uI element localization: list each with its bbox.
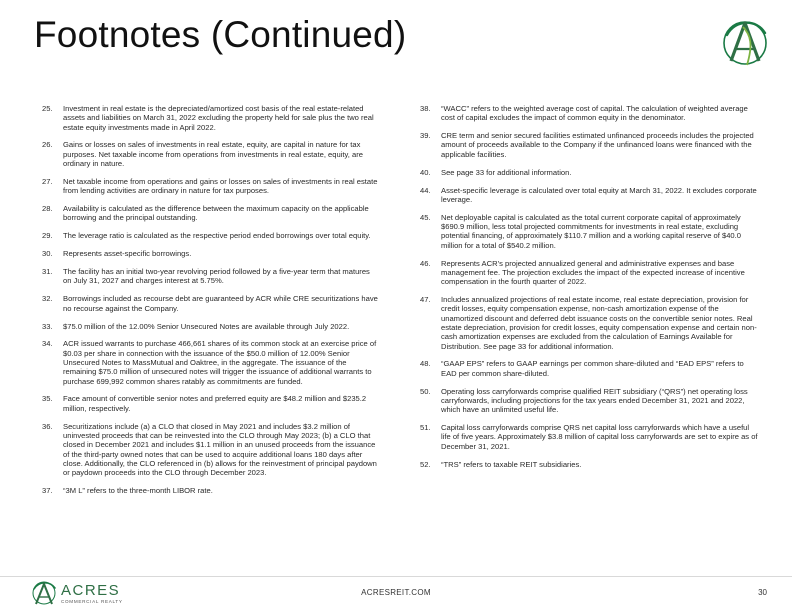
- footnote-text: Securitizations include (a) a CLO that closed in May 2021 and includes $3.2 million of uninvested proceeds that can be reinvested into the CLO through May 2023; (b) a CLO that closed in December 2021 and includes $1.1 million in an unused proceeds from the issuance of the third-party owned notes that can be used to acquire additional loans 180 days after close. Additionally, the CLO referenced in (b) allows for the reinvestment of principal paydown or paydown proceeds into the CLO through December 2023.: [63, 421, 377, 478]
- footnote-text: “WACC” refers to the weighted average cost of capital. The calculation of weighted average cost of capital excludes the impact of common equity in the denominator.: [441, 104, 748, 123]
- page-title: Footnotes (Continued): [34, 14, 407, 55]
- footnote-item: [420, 186, 760, 205]
- footer-brand-name: ACRES: [61, 582, 121, 599]
- footnotes-right-column: [420, 104, 760, 477]
- footnote-number: 52.: [420, 459, 431, 469]
- footnote-text: Gains or losses on sales of investments in real estate, equity, are capital in nature for tax purposes. Net taxable income from operations from investments in real estate, equity, are ordinary in nature.: [63, 140, 363, 169]
- footnote-number: 29.: [42, 231, 53, 241]
- footnote-text: Asset-specific leverage is calculated over total equity at March 31, 2022. It excludes corporate leverage.: [441, 185, 757, 204]
- footnote-text: Capital loss carryforwards comprise QRS net capital loss carryforwards which have a useful life of five years. Approximately $3.8 million of capital loss carryforwards are set to expire as of December 31, 2021.: [441, 423, 758, 451]
- footnote-number: 46.: [420, 258, 431, 268]
- footnote-number: 31.: [42, 267, 53, 277]
- footnote-item: [420, 168, 760, 177]
- footnote-text: “TRS” refers to taxable REIT subsidiaries.: [441, 459, 582, 469]
- footnote-number: 50.: [420, 386, 431, 396]
- footnote-item: [42, 322, 380, 331]
- footnote-text: $75.0 million of the 12.00% Senior Unsecured Notes are available through July 2022.: [63, 321, 350, 331]
- footnote-text: The leverage ratio is calculated as the respective period ended borrowings over total equity.: [63, 231, 371, 241]
- footnote-item: [42, 140, 380, 168]
- footer-url[interactable]: ACRESREIT.COM: [361, 588, 431, 597]
- footnote-item: [42, 486, 380, 495]
- footnote-text: “3M L” refers to the three-month LIBOR rate.: [63, 486, 213, 496]
- footnote-text: Face amount of convertible senior notes and preferred equity are $48.2 million and $235.2 million, respectively.: [63, 394, 367, 413]
- footnote-number: 30.: [42, 249, 53, 259]
- footnote-item: [42, 231, 380, 240]
- footnote-text: Operating loss carryforwards comprise qualified REIT subsidiary (“QRS”) net operating loss carryforwards, including projections for the tax years ended December 31, 2021 and 2022, which have an unlimited useful life.: [441, 386, 748, 415]
- footnote-number: 28.: [42, 204, 53, 214]
- footnote-text: Represents ACR’s projected annualized general and administrative expenses and base management fee. The projection excludes the impact of the expected increase of incentive compensation in the fourth quarter of 2022.: [441, 258, 745, 287]
- footnote-text: Investment in real estate is the depreciated/amortized cost basis of the real estate-related assets and liabilities on March 31, 2022 excluding the property held for sale plus the two real estate equity investments made in April 2022.: [63, 104, 374, 132]
- footer-brand-tagline: COMMERCIAL REALTY: [61, 599, 123, 604]
- footnote-item: [420, 259, 760, 287]
- footnote-item: [42, 177, 380, 196]
- footnote-text: See page 33 for additional information.: [441, 167, 572, 177]
- footnote-item: [420, 423, 760, 451]
- footnote-text: Includes annualized projections of real estate income, real estate depreciation, provision for credit losses, equity compensation expense, non-cash amortization expense of the unamortized discount and deferred debt issuance costs on the convertible senior notes. Real estate depreciation, provision for credit losses, equity compensation expense and certain non-cash amortization expenses are excluded from the calculation of Earnings Available for Distribution. See page 33 for additional information.: [441, 295, 757, 351]
- footnote-text: CRE term and senior secured facilities estimated unfinanced proceeds includes the projected amount of proceeds available to the Company if the unfinanced loans were financed with the applicable facilities.: [441, 131, 754, 159]
- footnote-number: 40.: [420, 167, 431, 177]
- footnote-number: 32.: [42, 294, 53, 304]
- footnote-number: 38.: [420, 104, 431, 113]
- footnote-item: [420, 359, 760, 378]
- footnote-item: [42, 204, 380, 223]
- footnote-item: [420, 295, 760, 351]
- footnote-number: 27.: [42, 176, 53, 186]
- footnote-text: Represents asset-specific borrowings.: [63, 249, 192, 259]
- footnote-item: [420, 131, 760, 159]
- footnote-item: [42, 422, 380, 478]
- footnote-number: 37.: [42, 486, 53, 496]
- footnote-number: 34.: [42, 339, 53, 349]
- footnote-number: 25.: [42, 104, 53, 113]
- footnote-text: Net deployable capital is calculated as the total current corporate capital of approximately $690.9 million, less total projected commitments for investments in real estate, excluding potential financing, of approximately $110.7 million and a working capital reserve of $40.0 million for a total of $540.2 million.: [441, 212, 741, 250]
- footer-divider: [0, 576, 792, 577]
- footnote-item: [42, 104, 380, 132]
- footnote-text: The facility has an initial two-year revolving period followed by a five-year term that matures on July 31, 2027 and charges interest at 5.75%.: [63, 267, 370, 286]
- footnote-text: Availability is calculated as the difference between the maximum capacity on the applicable borrowing and the principal outstanding.: [63, 204, 369, 223]
- footnote-text: “GAAP EPS” refers to GAAP earnings per common share-diluted and “EAD EPS” refers to EAD per common share-diluted.: [441, 359, 744, 378]
- footnote-number: 45.: [420, 212, 431, 222]
- footnote-item: [42, 339, 380, 385]
- footnote-item: [42, 394, 380, 413]
- footnotes-left-column: [42, 104, 380, 504]
- footnote-number: 35.: [42, 394, 53, 404]
- footnote-item: [420, 104, 760, 123]
- footnote-number: 36.: [42, 421, 53, 431]
- footnote-number: 44.: [420, 185, 431, 195]
- footnote-item: [42, 249, 380, 258]
- footnote-number: 33.: [42, 321, 53, 331]
- footnote-number: 26.: [42, 140, 53, 150]
- footnote-number: 47.: [420, 295, 431, 305]
- footnote-text: ACR issued warrants to purchase 466,661 shares of its common stock at an exercise price of $0.03 per share in connection with the issuance of the $50.0 million of 12.00% Senior Unsecured Notes to MassMutual and Oaktree, in the aggregate. The issuance of the remaining $75.0 million of unsecured notes will trigger the issuance of additional warrants to purchase 699,992 common shares ratably as commitments are funded.: [63, 339, 377, 386]
- footnote-item: [420, 460, 760, 469]
- page-number: 30: [758, 588, 767, 597]
- footnote-item: [420, 213, 760, 250]
- footnote-item: [420, 387, 760, 415]
- footnote-item: [42, 267, 380, 286]
- footnote-item: [42, 294, 380, 313]
- footnote-number: 39.: [420, 131, 431, 141]
- footnote-number: 51.: [420, 423, 431, 433]
- acres-logo-icon: [717, 13, 773, 69]
- footnote-text: Borrowings included as recourse debt are guaranteed by ACR while CRE securitizations have no recourse against the Company.: [63, 294, 378, 313]
- footnote-number: 48.: [420, 359, 431, 369]
- footnote-text: Net taxable income from operations and gains or losses on sales of investments in real estate from lending activities are ordinary in nature for tax purposes.: [63, 176, 378, 196]
